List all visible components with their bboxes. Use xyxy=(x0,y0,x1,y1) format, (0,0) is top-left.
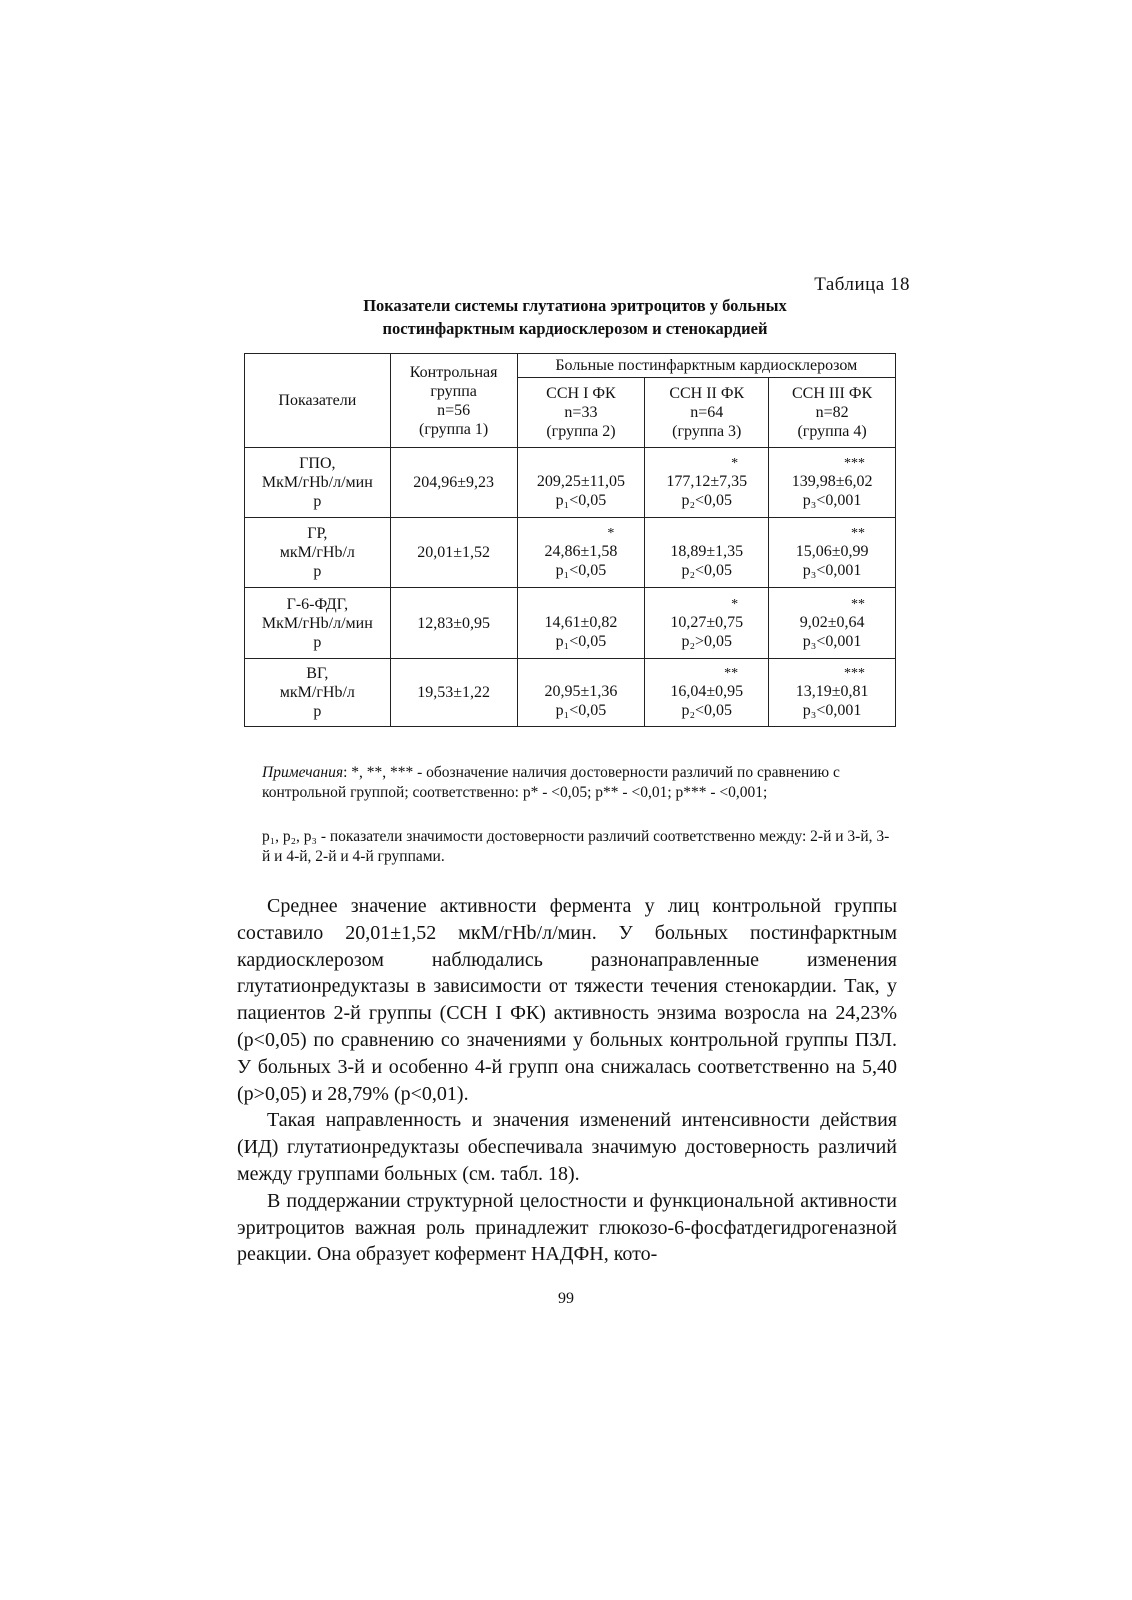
cell-value: 20,95±1,36 xyxy=(544,683,618,700)
notes-text: : *, **, *** - обозначение наличия достоверности различий по сравнению с контрольной группой; соответственно: p* - <0,05; p** - <0,01; p*** - <0,001; xyxy=(262,764,840,801)
cell-p: p₃<0,001 xyxy=(802,632,862,650)
significance-mark: ** xyxy=(851,526,865,541)
cell-value: 209,25±11,05 xyxy=(536,473,626,490)
group-2-cell xyxy=(517,448,645,518)
table-caption-line-1: Показатели системы глутатиона эритроцитов у больных xyxy=(363,296,787,315)
cell-value: 16,04±0,95 xyxy=(670,683,744,700)
control-value: 12,83±0,95 xyxy=(390,588,517,659)
header-group-3 xyxy=(645,378,769,448)
row-label-line: ВГ, xyxy=(306,665,329,682)
header-control-line: n=56 xyxy=(437,401,471,419)
cell-p: p₂<0,05 xyxy=(681,702,733,719)
header-indicators: Показатели xyxy=(245,354,391,448)
significance-mark: * xyxy=(607,526,615,541)
cell-value: 15,06±0,99 xyxy=(795,543,869,560)
row-label-line: ГПО, xyxy=(299,455,336,472)
header-group-4 xyxy=(769,378,896,448)
table-row xyxy=(245,588,896,659)
table-row xyxy=(245,518,896,588)
header-line: n=82 xyxy=(815,404,849,421)
paragraph: В поддержании структурной целостности и функциональной активности эритроцитов важная роль принадлежит глюкозо-6-фосфатдегидрогеназной реакции. Она образует кофермент НАДФН, кото- xyxy=(237,1189,897,1266)
cell-value: 18,89±1,35 xyxy=(670,543,744,560)
row-label-line: ГР, xyxy=(307,525,328,542)
header-group-2 xyxy=(517,378,645,448)
header-line: ССН II ФК xyxy=(669,385,745,402)
cell-p: p₂<0,05 xyxy=(681,492,733,509)
cell-p: p₁<0,05 xyxy=(555,562,607,579)
cell-p: p₃<0,001 xyxy=(802,562,862,579)
group-4-cell xyxy=(769,448,896,518)
group-2-cell xyxy=(517,659,645,727)
data-table xyxy=(244,353,896,727)
row-label-line: p xyxy=(313,633,322,651)
header-control-line: Контрольная xyxy=(409,363,498,381)
row-label-line: p xyxy=(313,563,322,580)
notes-label: Примечания xyxy=(262,764,344,781)
cell-value: 13,19±0,81 xyxy=(795,683,869,700)
header-line: ССН III ФК xyxy=(791,385,873,402)
significance-mark: * xyxy=(731,456,739,471)
group-3-cell xyxy=(645,659,769,727)
cell-p: p₃<0,001 xyxy=(802,702,862,719)
cell-p: p₂<0,05 xyxy=(681,562,733,579)
header-control xyxy=(390,354,517,448)
significance-mark xyxy=(518,455,645,472)
table-row xyxy=(245,448,896,518)
significance-mark xyxy=(645,525,768,542)
cell-value: 177,12±7,35 xyxy=(666,473,748,490)
significance-mark xyxy=(518,665,645,682)
header-patients: Больные постинфарктным кардиосклерозом xyxy=(517,354,895,378)
header-line: (группа 3) xyxy=(672,423,742,440)
row-label xyxy=(245,518,391,588)
significance-mark xyxy=(518,596,645,613)
significance-mark: *** xyxy=(844,456,865,471)
cell-p: p₂>0,05 xyxy=(681,632,733,650)
group-3-cell xyxy=(645,448,769,518)
group-2-cell xyxy=(517,518,645,588)
cell-p: p₁<0,05 xyxy=(555,492,607,509)
paragraph: Такая направленность и значения изменений интенсивности действия (ИД) глутатионредуктазы обеспечивала значимую достоверность различий между группами больных (см. табл. 18). xyxy=(237,1109,897,1185)
header-line: (группа 2) xyxy=(546,423,616,440)
header-line: n=64 xyxy=(690,404,724,421)
row-label-line: p xyxy=(313,493,322,510)
page-number: 99 xyxy=(558,1290,574,1307)
row-label-line: мкМ/гНb/л xyxy=(279,684,355,701)
paragraph: Среднее значение активности фермента у лиц контрольной группы составило 20,01±1,52 мкМ/гНb/л/мин. У больных постинфарктным кардиосклерозом наблюдались разнонаправленные изменения глутатионредуктазы в зависимости от тяжести течения стенокардии. Так, у пациентов 2-й группы (ССН I ФК) активность энзима возросла на 24,23% (p<0,05) по сравнению со значениями у больных контрольной группы ПЗЛ. У больных 3-й и особенно 4-й групп она снижалась соответственно на 5,40 (p>0,05) и 28,79% (p<0,01). xyxy=(237,895,897,1105)
row-label xyxy=(245,448,391,518)
cell-value: 139,98±6,02 xyxy=(791,473,873,490)
header-control-line: группа xyxy=(430,382,477,400)
row-label-line: мкМ/гНb/л xyxy=(279,544,355,561)
header-control-line: (группа 1) xyxy=(419,420,489,438)
table-label: Таблица 18 xyxy=(814,274,910,295)
cell-value: 10,27±0,75 xyxy=(670,613,744,631)
row-label-line: Г-6-ФДГ, xyxy=(286,595,349,613)
row-label xyxy=(245,588,391,659)
significance-mark: *** xyxy=(844,666,865,681)
table-row xyxy=(245,659,896,727)
significance-mark: ** xyxy=(851,596,865,612)
body-text xyxy=(237,893,897,1268)
table-caption-line-2: постинфарктным кардиосклерозом и стенокардией xyxy=(382,319,768,338)
row-label-line: p xyxy=(313,703,322,720)
cell-value: 24,86±1,58 xyxy=(544,543,618,560)
row-label-line: МкМ/гНb/л/мин xyxy=(261,474,373,491)
group-4-cell xyxy=(769,518,896,588)
cell-p: p₁<0,05 xyxy=(555,702,607,719)
cell-value: 14,61±0,82 xyxy=(544,613,618,631)
header-line: n=33 xyxy=(564,404,598,421)
row-label-line: МкМ/гНb/л/мин xyxy=(261,614,373,632)
cell-p: p₁<0,05 xyxy=(555,632,607,650)
cell-value: 9,02±0,64 xyxy=(799,613,865,631)
table-notes xyxy=(262,763,896,803)
group-3-cell xyxy=(645,518,769,588)
group-2-cell xyxy=(517,588,645,659)
table-notes-p-values: p₁, p₂, p₃ - показатели значимости достоверности различий соответственно между: 2-й и 3-й, 3-й и 4-й, 2-й и 4-й группами. xyxy=(262,828,890,865)
group-3-cell xyxy=(645,588,769,659)
row-label xyxy=(245,659,391,727)
significance-mark: * xyxy=(731,596,739,612)
cell-p: p₃<0,001 xyxy=(802,492,862,509)
control-value: 19,53±1,22 xyxy=(390,659,517,727)
control-value: 20,01±1,52 xyxy=(390,518,517,588)
group-4-cell xyxy=(769,659,896,727)
control-value: 204,96±9,23 xyxy=(390,448,517,518)
group-4-cell xyxy=(769,588,896,659)
header-line: (группа 4) xyxy=(797,423,867,440)
significance-mark: ** xyxy=(724,666,739,681)
header-line: ССН I ФК xyxy=(546,385,616,402)
